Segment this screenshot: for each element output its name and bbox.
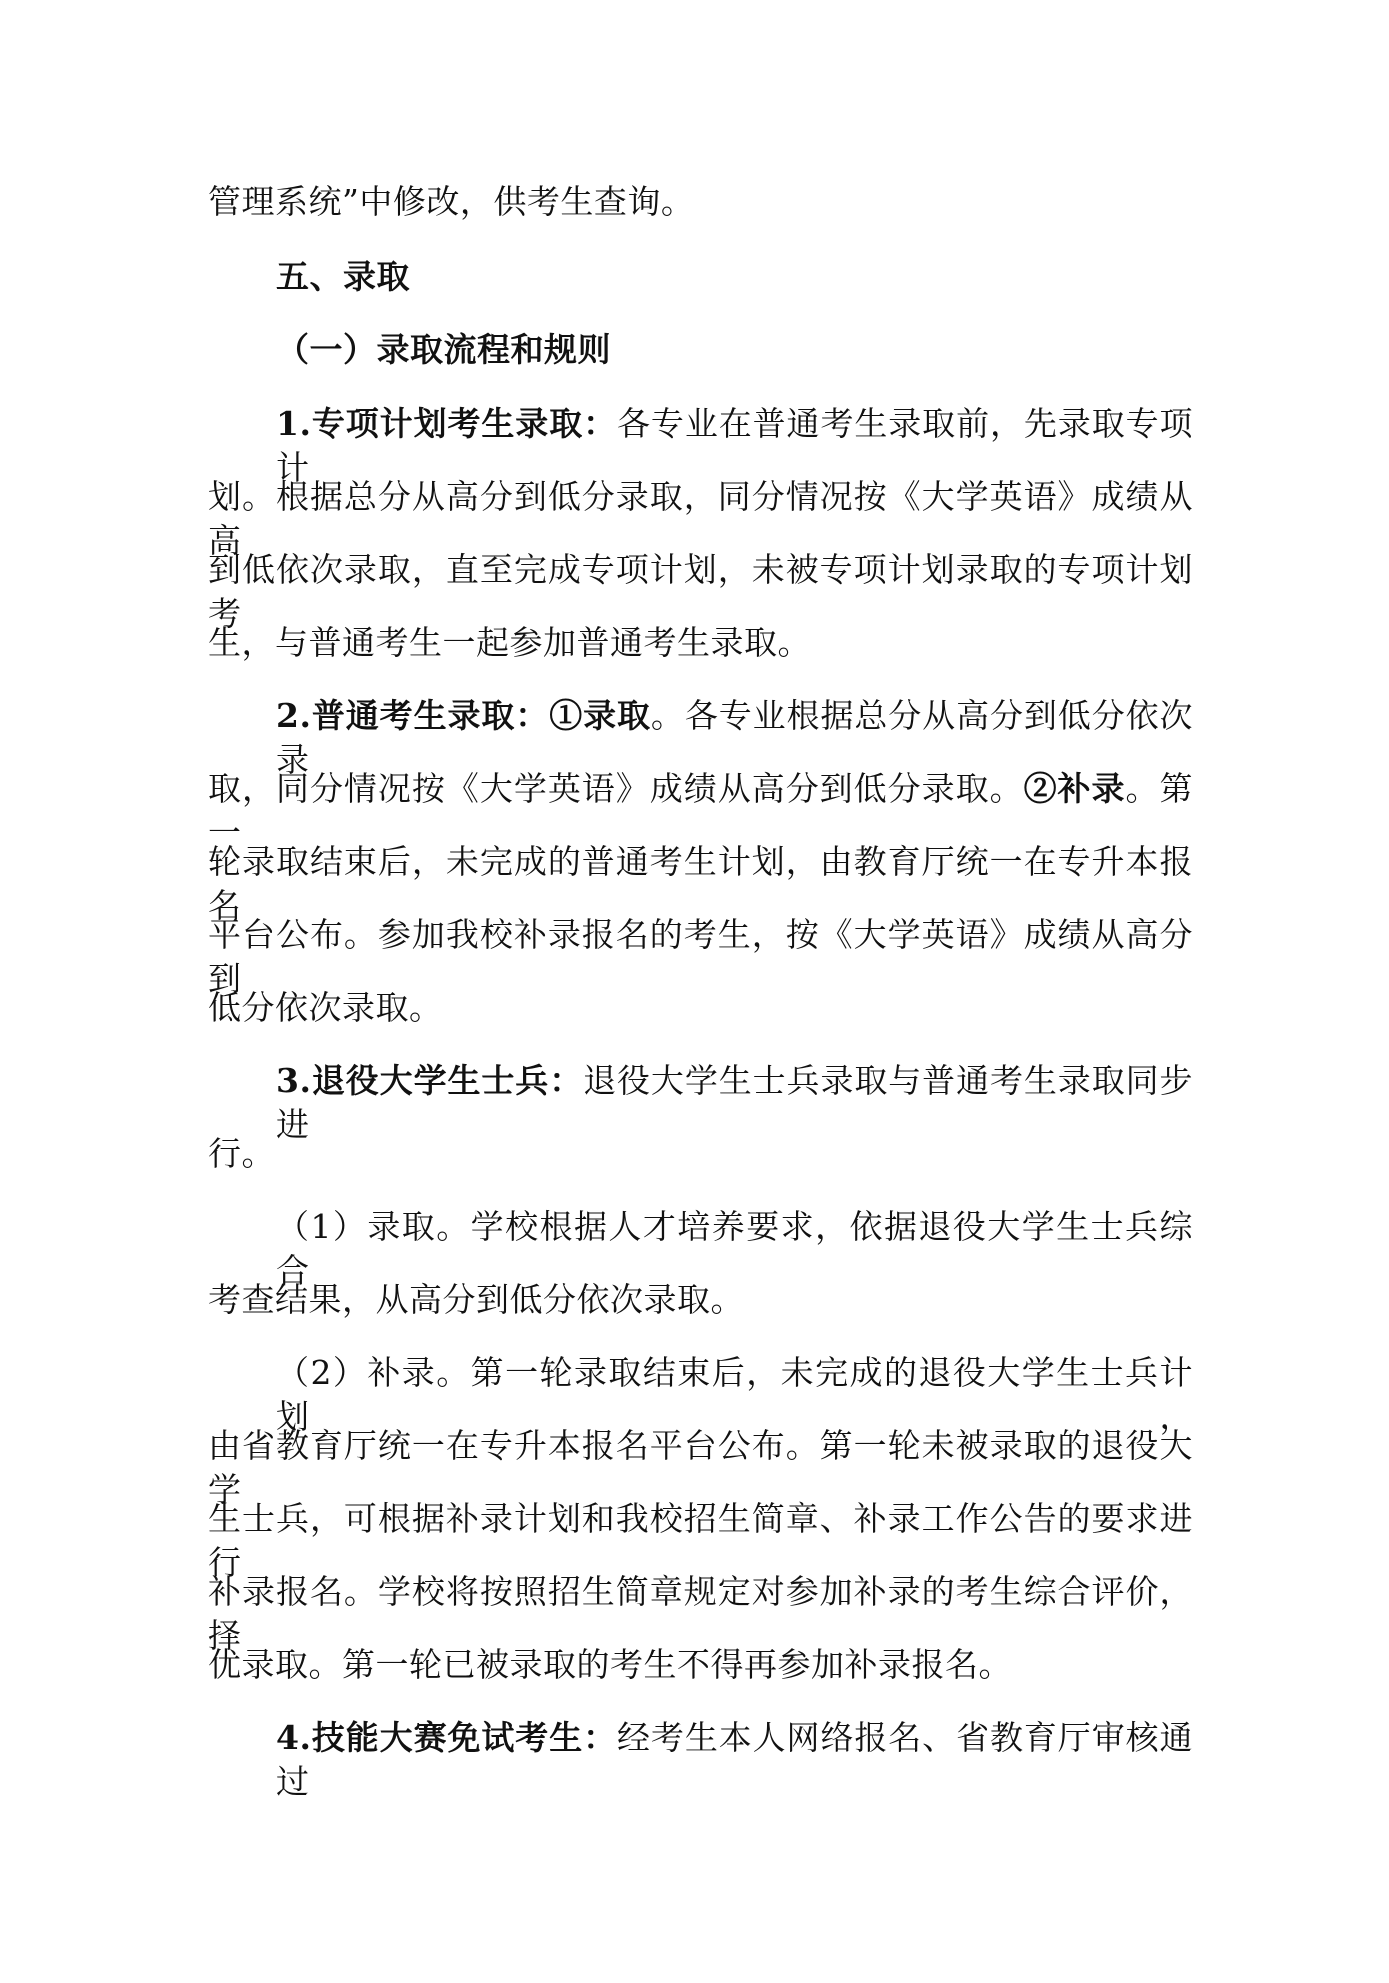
- paragraph-line: 低分依次录取。: [208, 988, 443, 1027]
- paragraph-line: （2）补录。第一轮录取结束后，未完成的退役大学生士兵计划，: [276, 1353, 1193, 1436]
- paragraph-line: 划。根据总分从高分到低分录取，同分情况按《大学英语》成绩从高: [208, 477, 1193, 560]
- paragraph-line: [276, 402, 1194, 487]
- paragraph-line: 行。: [208, 1134, 275, 1173]
- paragraph-text: 。第一: [208, 769, 1194, 852]
- paragraph-line: [276, 1716, 1194, 1801]
- paragraph-line: 生士兵，可根据补录计划和我校招生简章、补录工作公告的要求进行: [208, 1499, 1193, 1582]
- text-line: 管理系统”中修改，供考生查询。: [208, 182, 695, 221]
- paragraph-line: 到低依次录取，直至完成专项计划，未被专项计划录取的专项计划考: [208, 550, 1193, 633]
- paragraph-lead: 3.退役大学生士兵：: [276, 1061, 584, 1100]
- paragraph-line: [276, 1059, 1194, 1144]
- paragraph-line: 生，与普通考生一起参加普通考生录取。: [208, 623, 811, 662]
- paragraph-lead: 1.专项计划考生录取：: [276, 404, 618, 443]
- paragraph-line: 优录取。第一轮已被录取的考生不得再参加补录报名。: [208, 1645, 1012, 1684]
- section-heading: 五、录取: [276, 257, 410, 296]
- paragraph-lead: 4.技能大赛免试考生：: [276, 1718, 618, 1757]
- paragraph-line: 轮录取结束后，未完成的普通考生计划，由教育厅统一在专升本报名: [208, 842, 1193, 925]
- paragraph-line: [276, 694, 1194, 779]
- paragraph-line: 考查结果，从高分到低分依次录取。: [208, 1280, 744, 1319]
- paragraph-text: 经考生本人网络报名、省教育厅审核通过: [276, 1718, 1194, 1801]
- paragraph-line: 平台公布。参加我校补录报名的考生，按《大学英语》成绩从高分到: [208, 915, 1193, 998]
- paragraph-line: 补录报名。学校将按照招生简章规定对参加补录的考生综合评价，择: [208, 1572, 1193, 1655]
- paragraph-lead: 2.普通考生录取：: [276, 696, 550, 735]
- paragraph-text: 退役大学生士兵录取与普通考生录取同步进: [276, 1061, 1194, 1144]
- emphasis-text: ①录取: [549, 696, 651, 735]
- paragraph-line: （1）录取。学校根据人才培养要求，依据退役大学生士兵综合: [276, 1207, 1193, 1290]
- paragraph-text: 取，同分情况按《大学英语》成绩从高分到低分录取。: [208, 769, 1024, 808]
- paragraph-text: 各专业在普通考生录取前，先录取专项计: [276, 404, 1194, 487]
- emphasis-text: ②补录: [1023, 769, 1126, 808]
- paragraph-line: [208, 767, 1194, 852]
- paragraph-line: 由省教育厅统一在专升本报名平台公布。第一轮未被录取的退役大学: [208, 1426, 1193, 1509]
- paragraph-text: 。各专业根据总分从高分到低分依次录: [276, 696, 1194, 779]
- subsection-heading: （一）录取流程和规则: [276, 330, 611, 369]
